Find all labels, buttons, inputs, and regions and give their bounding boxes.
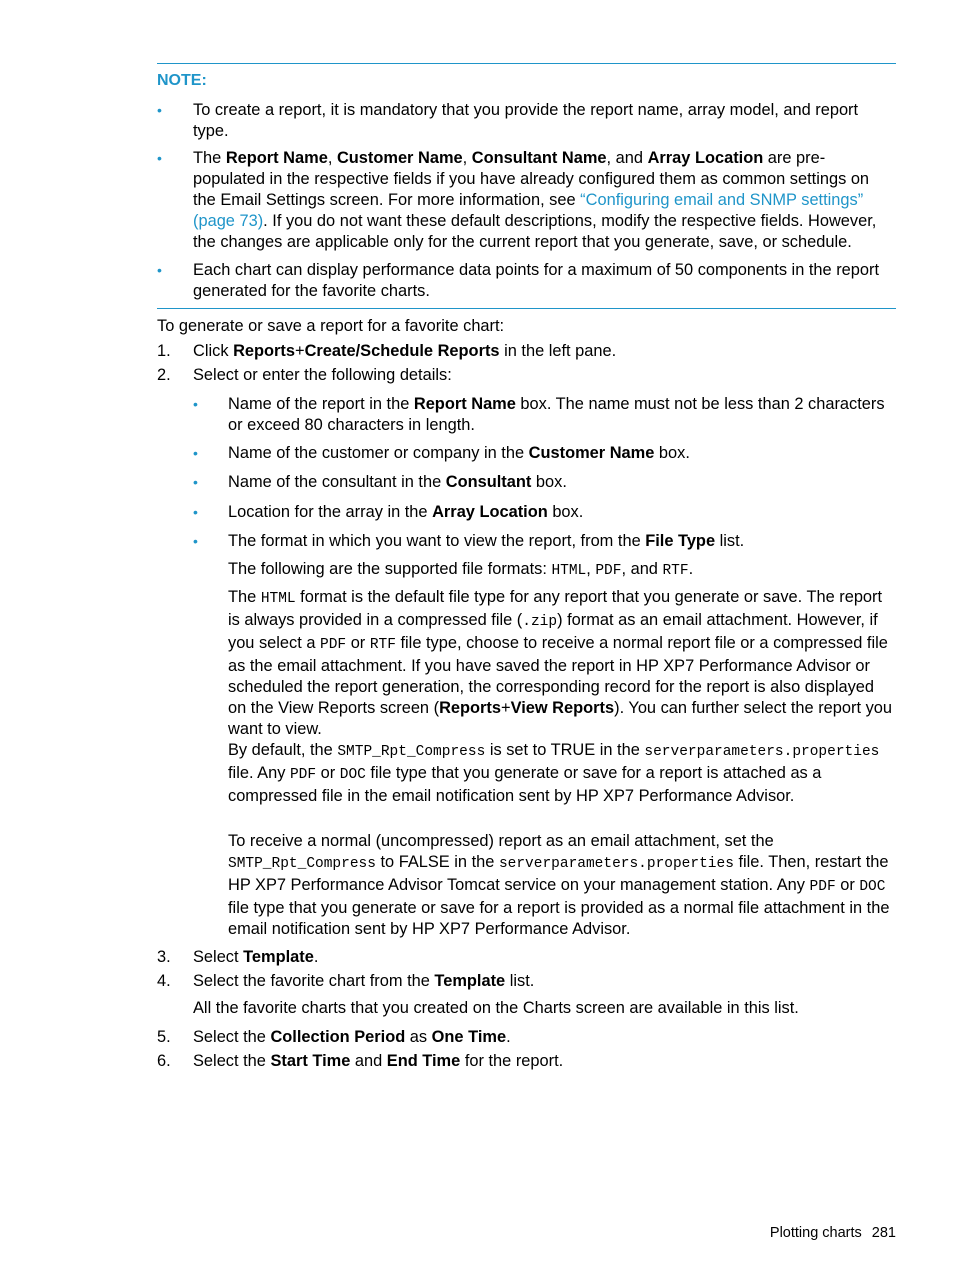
step-number: 5. bbox=[157, 1028, 171, 1046]
detail-array-location: • Location for the array in the Array Location box. bbox=[193, 503, 584, 521]
bullet-icon: • bbox=[193, 504, 198, 520]
step-2 bbox=[157, 365, 896, 386]
bullet-icon: • bbox=[193, 445, 198, 461]
step-number: 1. bbox=[157, 342, 171, 360]
note-bullet-text: Each chart can display performance data points for a maximum of 50 components in the report generated for the favorite charts. bbox=[193, 261, 880, 300]
bullet-icon: • bbox=[193, 474, 198, 490]
note-bullet-3 bbox=[157, 260, 896, 302]
intro-text: To generate or save a report for a favorite chart: bbox=[157, 317, 505, 335]
formats-paragraph-2: The HTML format is the default file type for any report that you generate or save. The report is always provided in a compressed file (.zip) format as an email attachment. However, if you select a PDF or RTF file type, choose to receive a normal report file or a compressed file as the email attachment. If you have saved the report in HP XP7 Performance Advisor or scheduled the report generation, the corresponding record for the report is also displayed on the View Reports screen (Reports+View Reports). You can further select the report you want to view. bbox=[228, 588, 893, 738]
page-number: 281 bbox=[871, 1225, 896, 1241]
step-number: 2. bbox=[157, 366, 171, 384]
bullet-icon: • bbox=[157, 150, 162, 166]
step-text: Select the Collection Period as One Time. bbox=[193, 1028, 511, 1046]
note-label: NOTE: bbox=[157, 72, 207, 89]
note-bullet-text: To create a report, it is mandatory that you provide the report name, array model, and report type. bbox=[193, 101, 859, 140]
step-text: Select the favorite chart from the Template list. bbox=[193, 972, 535, 990]
bullet-icon: • bbox=[193, 533, 198, 549]
note-rule-top bbox=[157, 63, 896, 64]
email-snmp-settings-link[interactable]: “Configuring email and SNMP settings” (page 73) bbox=[193, 191, 864, 230]
detail-report-name: • Name of the report in the Report Name box. The name must not be less than 2 characters or exceed 80 characters in length. bbox=[193, 395, 885, 434]
step-number: 4. bbox=[157, 972, 171, 990]
step-text: Select or enter the following details: bbox=[193, 366, 452, 384]
step-text: Select Template. bbox=[193, 948, 319, 966]
step-text: Click Reports+Create/Schedule Reports in the left pane. bbox=[193, 342, 617, 360]
bullet-icon: • bbox=[157, 262, 162, 278]
note-bullet-1 bbox=[157, 100, 896, 142]
detail-file-type: • The format in which you want to view the report, from the File Type list. bbox=[193, 532, 745, 550]
step-number: 3. bbox=[157, 948, 171, 966]
step-6 bbox=[157, 1051, 896, 1072]
footer-section-title: Plotting charts bbox=[769, 1225, 862, 1241]
formats-paragraph-4: To receive a normal (uncompressed) report as an email attachment, set the SMTP_Rpt_Compress to FALSE in the serverparameters.properties file. Then, restart the HP XP7 Performance Advisor Tomcat service on your management station. Any PDF or DOC file type that you generate or save for a report is provided as a normal file attachment in the email notification sent by HP XP7 Performance Advisor. bbox=[228, 832, 890, 938]
detail-customer-name: • Name of the customer or company in the Customer Name box. bbox=[193, 444, 690, 462]
bullet-icon: • bbox=[193, 396, 198, 412]
note-bullet-2 bbox=[157, 148, 896, 253]
note-bullet-text: The Report Name, Customer Name, Consultant Name, and Array Location are pre-populated in the respective fields if you have already configured them as common settings on the Email Settings screen. For more information, see “Configuring email and SNMP settings” (page 73). If you do not want these default descriptions, modify the respective fields. However, the changes are applicable only for the current report that you generate, save, or schedule. bbox=[193, 149, 877, 251]
step-5 bbox=[157, 1027, 896, 1048]
formats-paragraph-1: The following are the supported file formats: HTML, PDF, and RTF. bbox=[228, 560, 694, 579]
step-4 bbox=[157, 971, 896, 992]
step-text: Select the Start Time and End Time for the report. bbox=[193, 1052, 564, 1070]
step-4-paragraph: All the favorite charts that you created on the Charts screen are available in this list. bbox=[193, 999, 799, 1017]
bullet-icon: • bbox=[157, 102, 162, 118]
formats-paragraph-3: By default, the SMTP_Rpt_Compress is set to TRUE in the serverparameters.properties file. Any PDF or DOC file type that you generate or save for a report is attached as a compressed file in the email notification sent by HP XP7 Performance Advisor. bbox=[228, 741, 880, 805]
step-number: 6. bbox=[157, 1052, 171, 1070]
detail-consultant: • Name of the consultant in the Consultant box. bbox=[193, 473, 567, 491]
step-3 bbox=[157, 947, 896, 968]
note-rule-bottom bbox=[157, 308, 896, 309]
step-1 bbox=[157, 341, 896, 362]
page-footer bbox=[760, 1223, 896, 1244]
